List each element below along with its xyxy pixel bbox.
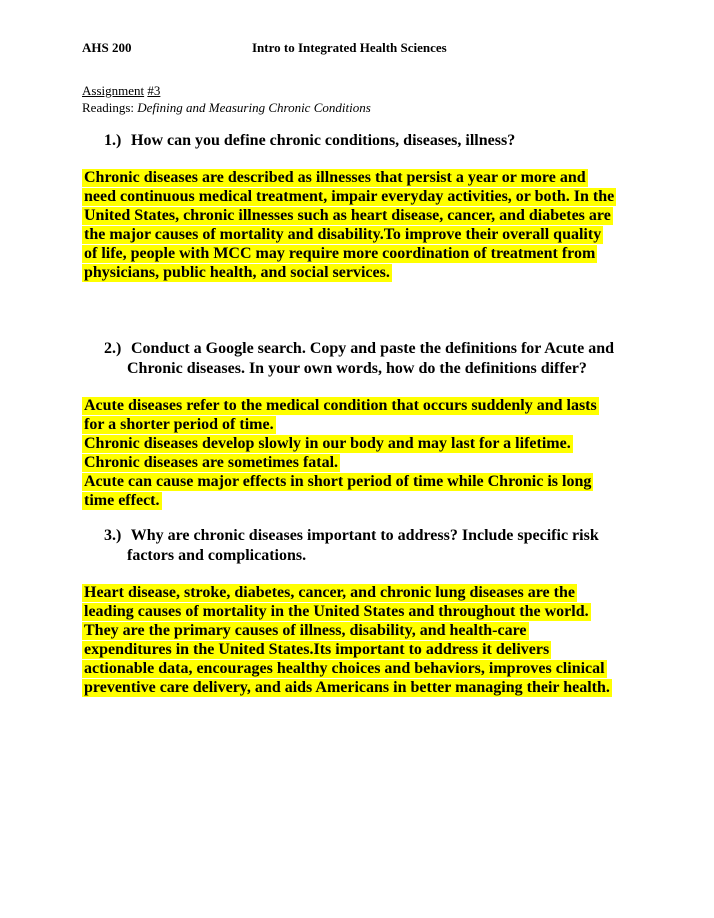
readings-label: Readings:	[82, 100, 134, 115]
answer-line: expenditures in the United States.Its important to address it delivers	[84, 641, 550, 658]
answer-line: Acute can cause major effects in short period of time while Chronic is long	[84, 473, 592, 490]
question-2	[104, 339, 644, 379]
answer-line: for a shorter period of time.	[84, 416, 274, 433]
answer-3	[82, 583, 642, 697]
answer-line: need continuous medical treatment, impair everyday activities, or both. In the	[84, 188, 615, 205]
question-line	[104, 526, 644, 546]
question-1	[104, 131, 644, 151]
question-3	[104, 526, 644, 566]
question-text: How can you define chronic conditions, diseases, illness?	[131, 132, 516, 149]
answer-line: Chronic diseases develop slowly in our body and may last for a lifetime.	[84, 435, 571, 452]
answer-line: Chronic diseases are sometimes fatal.	[84, 454, 339, 471]
answer-line: United States, chronic illnesses such as heart disease, cancer, and diabetes are	[84, 207, 611, 224]
question-number: 1.)	[104, 132, 122, 149]
answer-line: preventive care delivery, and aids Americans in better managing their health.	[84, 679, 610, 696]
question-number: 3.)	[104, 527, 122, 544]
answer-line: Acute diseases refer to the medical condition that occurs suddenly and lasts	[84, 397, 597, 414]
assignment-label: Assignment	[82, 83, 145, 98]
question-line	[104, 131, 644, 151]
answer-line: Chronic diseases are described as illnesses that persist a year or more and	[84, 169, 586, 186]
course-title: Intro to Integrated Health Sciences	[252, 40, 447, 55]
answer-line: Heart disease, stroke, diabetes, cancer, and chronic lung diseases are the	[84, 584, 575, 601]
readings-line	[82, 99, 371, 116]
answer-line: actionable data, encourages healthy choices and behaviors, improves clinical	[84, 660, 605, 677]
course-code: AHS 200	[82, 40, 132, 55]
answer-2	[82, 396, 642, 510]
answer-line: They are the primary causes of illness, disability, and health-care	[84, 622, 527, 639]
question-line	[104, 339, 644, 359]
question-text: Conduct a Google search. Copy and paste the definitions for Acute and	[131, 340, 614, 357]
answer-line: of life, people with MCC may require more coordination of treatment from	[84, 245, 596, 262]
question-number: 2.)	[104, 340, 122, 357]
question-line	[104, 359, 644, 379]
answer-line: time effect.	[84, 492, 160, 509]
readings-title: Defining and Measuring Chronic Conditions	[137, 100, 371, 115]
question-text: Chronic diseases. In your own words, how do the definitions differ?	[127, 360, 587, 377]
question-line	[104, 546, 644, 566]
answer-line: the major causes of mortality and disability.To improve their overall quality	[84, 226, 602, 243]
answer-1	[82, 168, 642, 282]
assignment-number: #3	[147, 83, 161, 98]
question-text: Why are chronic diseases important to address? Include specific risk	[130, 527, 599, 544]
answer-line: leading causes of mortality in the United States and throughout the world.	[84, 603, 589, 620]
assignment-line	[82, 82, 160, 99]
question-text: factors and complications.	[127, 547, 307, 564]
answer-line: physicians, public health, and social services.	[84, 264, 390, 281]
